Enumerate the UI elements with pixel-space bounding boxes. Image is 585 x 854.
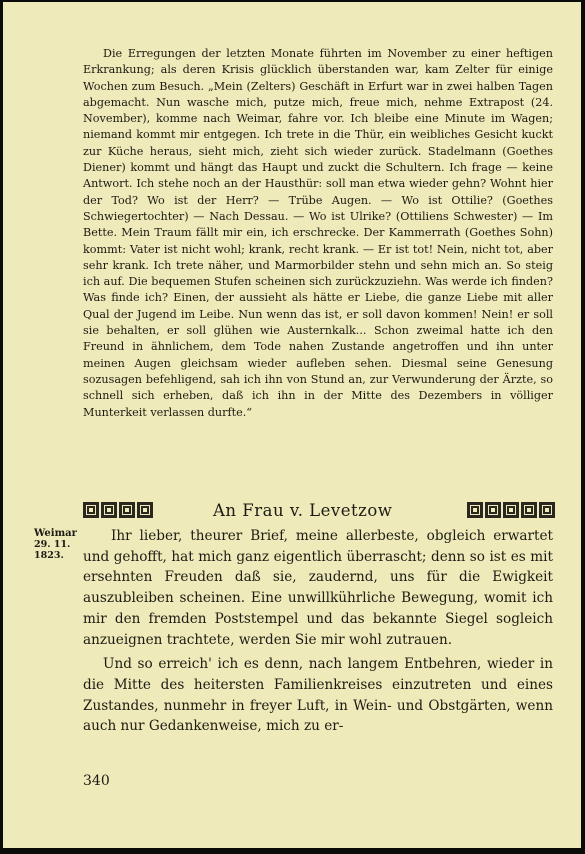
quote-paragraph: Die Erregungen der letzten Monate führten im November zu einer heftigen Erkrankung; als deren Krisis glücklich überstanden war, kam Zelter für einige Wochen zum Besuch. „Mein (Zelters) Geschäft in Erfurt war in zwei halben Tagen abgemacht. Nun wasche mich, putze mich, freue mich, nehme Extrapost (24. November), komme nach Weimar, fahre vor. Ich bleibe eine Minute im Wagen; niemand kommt mir entgegen. Ich trete in die Thür, ein weibliches Gesicht kuckt zur Küche heraus, sieht mich, zieht sich wieder zurück. Stadelmann (Goethes Diener) kommt und hängt das Haupt und zuckt die Schultern. Ich frage — keine Antwort. Ich stehe noch an der Hausthür: soll man etwa wieder gehn? Wohnt hier der Tod? Wo ist der Herr? — Trübe Augen. — Wo ist Ottilie? (Goethes Schwiegertochter) — Nach Dessau. — Wo ist Ulrike? (Ottiliens Schwester) — Im Bette. Mein Traum fällt mir ein, ich erschrecke. Der Kammerrath (Goethes Sohn) kommt: Vater ist nicht wohl; krank, recht krank. — Er ist tot! Nein, nicht tot, aber sehr krank. Ich trete näher, und Marmorbilder stehn und sehn mich an. So steig ich auf. Die bequemen Stufen scheinen sich zurückzuziehn. Was werde ich finden? Was finde ich? Einen, der aussieht als hätte er Liebe, die ganze Liebe mit aller Qual der Jugend im Leibe. Nun wenn das ist, er soll davon kommen! Nein! er soll sie behalten, er soll glühen wie Austernkalk... Schon zweimal hatte ich den Freund in ähnlichem, dem Tode nahen Zustande angetroffen und ihn unter meinen Augen gleichsam wieder aufleben sehen. Diesmal seine Genesung sozusagen befehligend, sah ich ihn von Stund an, zur Verwunderung der Ärzte, so schnell sich erheben, daß ich ihn in der Mitte des Dezembers in völliger Munterkeit verlassen durfte.“: [83, 47, 553, 419]
letter-heading-row: [83, 500, 555, 522]
ornament-left: [83, 502, 153, 520]
date-note-place: Weimar: [34, 528, 77, 539]
ornament-right: [467, 502, 555, 520]
ornament-tile-icon: [539, 502, 555, 518]
book-page: [3, 2, 581, 848]
page-number: 340: [83, 773, 110, 789]
ornament-tile-icon: [467, 502, 483, 518]
ornament-tile-icon: [521, 502, 537, 518]
letter-heading: An Frau v. Levetzow: [213, 501, 393, 520]
ornament-tile-icon: [101, 502, 117, 518]
date-note-year: 1823.: [34, 550, 64, 561]
letter-paragraph: Und so erreich' ich es denn, nach langem Entbehren, wieder in die Mitte des heitersten Familienkreises einzutreten und eines Zustandes, nunmehr in freyer Luft, in Wein- und Obstgärten, wenn auch nur Gedankenweise, mich zu er-: [83, 656, 553, 735]
date-note-date: 29. 11.: [34, 539, 71, 550]
ornament-tile-icon: [83, 502, 99, 518]
ornament-tile-icon: [503, 502, 519, 518]
letter-body: [83, 526, 553, 737]
ornament-tile-icon: [485, 502, 501, 518]
margin-date-note: [34, 528, 77, 561]
ornament-tile-icon: [137, 502, 153, 518]
ornament-tile-icon: [119, 502, 135, 518]
letter-paragraph: Ihr lieber, theurer Brief, meine allerbeste, obgleich erwartet und gehofft, hat mich ganz eigentlich überrascht; denn so ist es mit ersehnten Freuden daß sie, zaudernd, uns für die Ewigkeit auszubleiben scheinen. Eine unwillkührliche Bewegung, womit ich mir den fremden Poststempel und das bekannte Siegel sogleich anzueignen trachtete, werden Sie mir wohl zutrauen.: [83, 528, 553, 648]
